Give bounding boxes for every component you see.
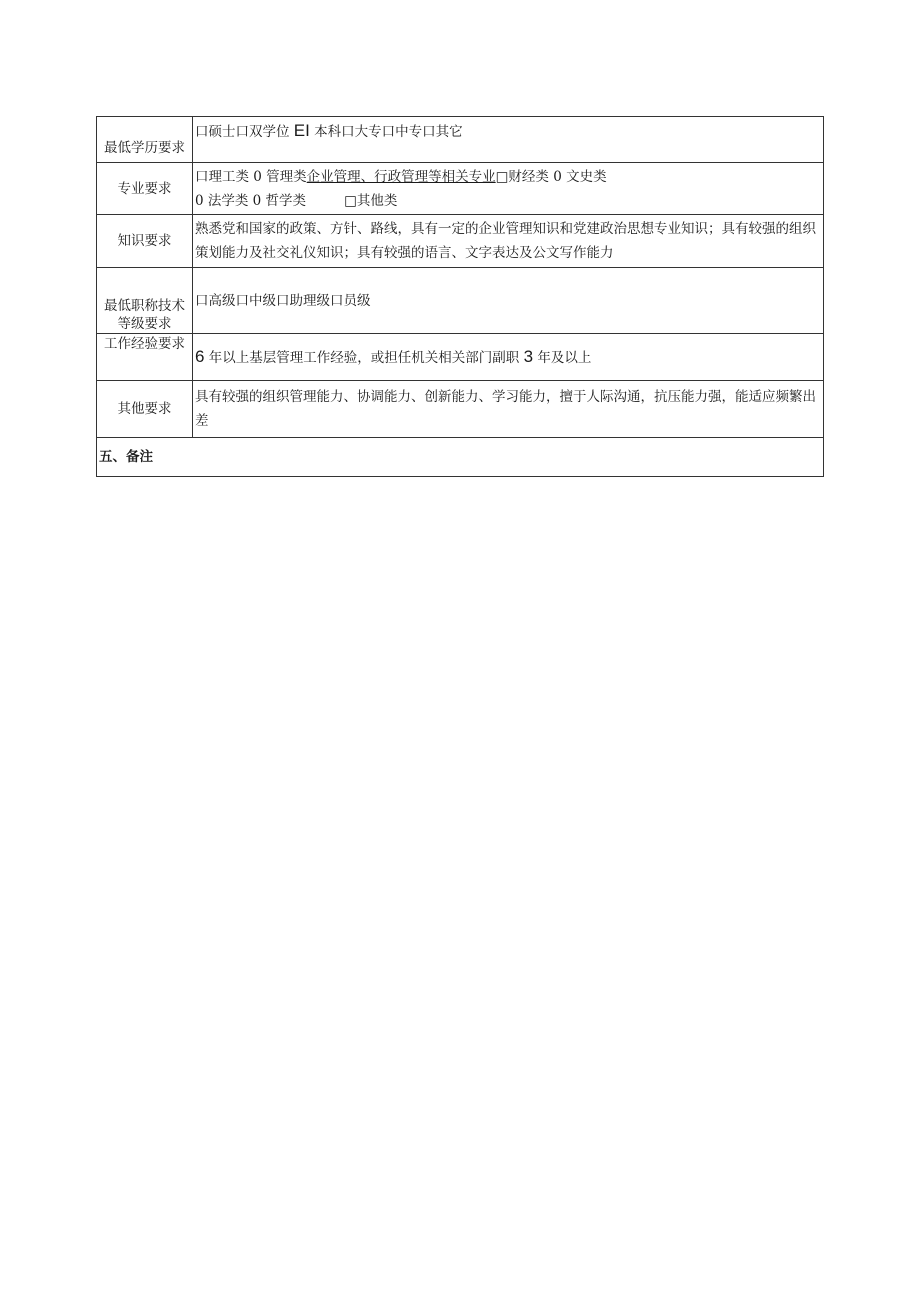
experience-years: 6 (195, 346, 205, 366)
major-options-c: 0 法学类 0 哲学类 (195, 192, 307, 209)
major-line-1 (195, 165, 821, 189)
education-checked-mark: EI (293, 121, 310, 140)
experience-deputy-years: 3 (523, 346, 534, 366)
title-level-label-line2: 等级要求 (117, 316, 172, 332)
major-value (193, 163, 824, 215)
remarks-heading: 五、备注 (97, 438, 824, 477)
education-options-b: 本科口大专口中专口其它 (314, 124, 463, 140)
experience-label: 工作经验要求 (97, 334, 193, 381)
experience-value (193, 334, 824, 381)
title-level-label (97, 268, 193, 334)
row-knowledge (97, 215, 824, 268)
education-value (193, 117, 824, 163)
row-title-level (97, 268, 824, 334)
major-specialty: 企业管理、行政管理等相关专业 (306, 168, 496, 185)
other-label: 其他要求 (97, 381, 193, 438)
title-level-label-line1: 最低职称技术 (104, 298, 185, 314)
knowledge-label: 知识要求 (97, 215, 193, 268)
major-options-b: □财经类 0 文史类 (495, 168, 607, 185)
requirements-table (96, 116, 824, 477)
major-label: 专业要求 (97, 163, 193, 215)
major-line-2 (195, 189, 821, 213)
other-value: 具有较强的组织管理能力、协调能力、创新能力、学习能力，擅于人际沟通，抗压能力强，能适应频繁出差 (193, 381, 824, 438)
knowledge-value: 熟悉党和国家的政策、方针、路线，具有一定的企业管理知识和党建政治思想专业知识；具有较强的组织策划能力及社交礼仪知识；具有较强的语言、文字表达及公文写作能力 (193, 215, 824, 268)
row-experience (97, 334, 824, 381)
major-options-a: 口理工类 0 管理类 (195, 168, 307, 185)
education-label: 最低学历要求 (97, 117, 193, 163)
major-options-d: □其他类 (344, 192, 398, 209)
title-level-value: 口高级口中级口助理级口员级 (193, 268, 824, 334)
row-remarks (97, 438, 824, 477)
row-major (97, 163, 824, 215)
experience-text-a: 年以上基层管理工作经验，或担任机关相关部门副职 (208, 349, 520, 366)
row-other (97, 381, 824, 438)
education-options-a: 口硕士口双学位 (195, 124, 290, 140)
row-education (97, 117, 824, 163)
experience-text-b: 年及以上 (537, 349, 592, 366)
